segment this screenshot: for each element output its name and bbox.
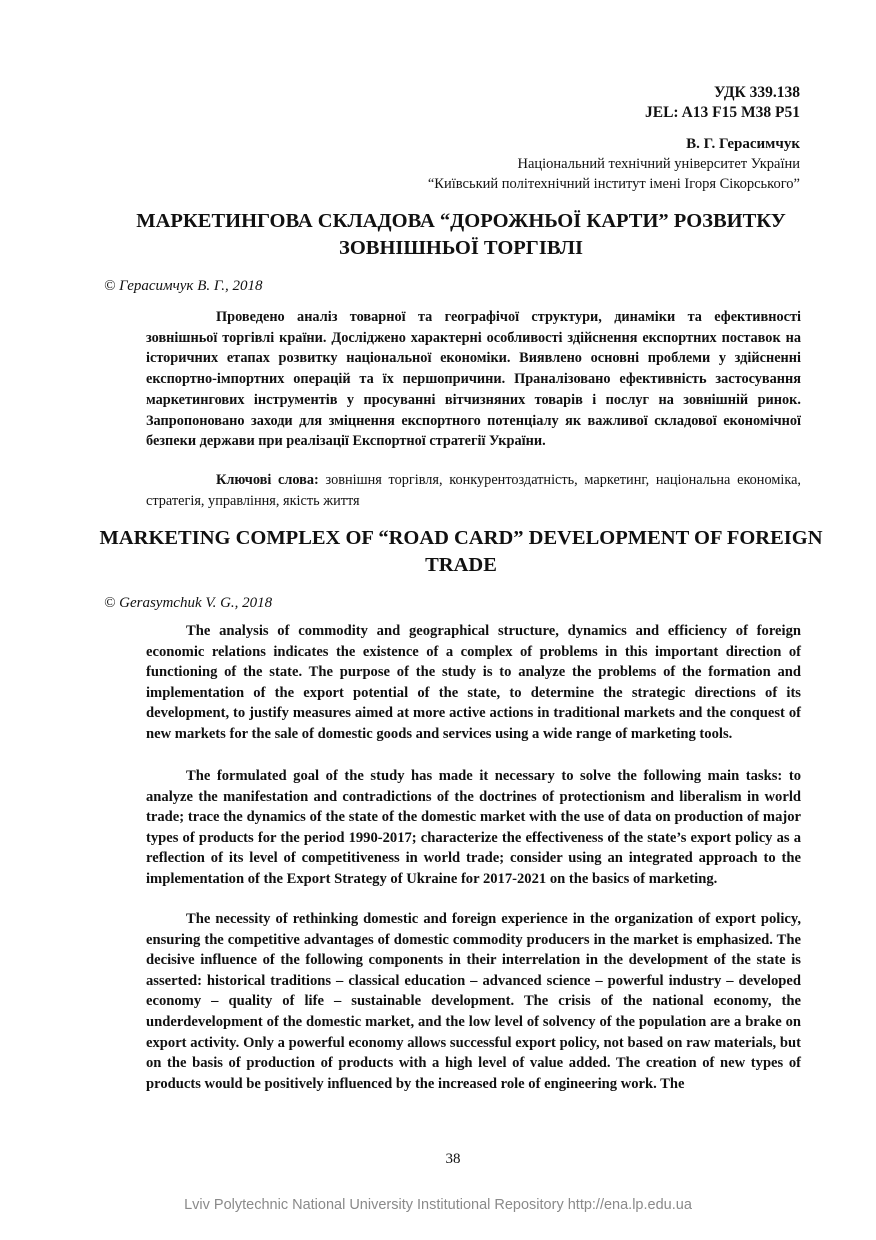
copyright-english: © Gerasymchuk V. G., 2018 xyxy=(104,595,273,611)
title-english: MARKETING COMPLEX OF “ROAD CARD” DEVELOPMENT OF FOREIGN TRADE xyxy=(99,527,823,576)
keywords-label: Ключові слова: xyxy=(216,472,319,488)
copyright-ukrainian: © Герасимчук В. Г., 2018 xyxy=(104,278,263,294)
jel-code: JEL: A13 F15 M38 P51 xyxy=(645,104,800,121)
keywords-text: зовнішня торгівля, конкурентоздатність, маркетинг, національна економіка, стратегія, управління, якість життя xyxy=(146,472,802,509)
udc-code: УДК 339.138 xyxy=(714,84,800,101)
author-name: В. Г. Герасимчук xyxy=(686,136,800,152)
abstract-ukrainian: Проведено аналіз товарної та географічої структури, динаміки та ефективності зовнішньої торгівлі країни. Досліджено характерні особливості здійснення експортних поставок на історичних етапах розвитку національної економіки. Виявлено основні проблеми у здійсненні експортно-імпортних операцій та їх першопричини. Пpaналізовано ефективність застосування маркетингових інструментів у просуванні вітчизняних товарів і послуг на зовнішній ринок. Запропоновано заходи для зміцнення експортного потенціалу як важливої складової економічної безпеки держави при реалізації Експортної стратегії України. xyxy=(146,309,801,450)
page-number: 38 xyxy=(445,1151,461,1167)
abstract-english-paragraph-1: The analysis of commodity and geographical structure, dynamics and efficiency of foreign economic relations indicates the existence of a complex of problems in this important direction of functioning of the state. The purpose of the study is to analyze the problems of the formation and implementation of the export potential of the state, to determine the strategic directions of its development, to justify measures aimed at more active actions in traditional markets and the conquest of new markets for the sale of domestic goods and services using a wide range of marketing tools. xyxy=(146,623,801,742)
abstract-english-paragraph-2: The formulated goal of the study has made it necessary to solve the following main tasks: to analyze the manifestation and contradictions of the doctrines of protectionism and liberalism in world trade; trace the dynamics of the state of the domestic market with the use of data on production of major types of products for the period 1990-2017; characterize the effectiveness of the state’s export policy as a reflection of its level of competitiveness in world trade; consider using an integrated approach to the implementation of the Export Strategy of Ukraine for 2017-2021 on the basics of marketing. xyxy=(146,768,801,887)
title-ukrainian: МАРКЕТИНГОВА СКЛАДОВА “ДОРОЖНЬОЇ КАРТИ” РОЗВИТКУ ЗОВНІШНЬОЇ ТОРГІВЛІ xyxy=(136,210,786,259)
affiliation-line-1: Національний технічний університет України xyxy=(517,156,800,172)
affiliation-line-2: “Київський політехнічний інститут імені Ігоря Сікорського” xyxy=(427,176,800,192)
repository-footer: Lviv Polytechnic National University Institutional Repository http://ena.lp.edu.ua xyxy=(184,1197,692,1213)
abstract-english-paragraph-3: The necessity of rethinking domestic and foreign experience in the organization of export policy, ensuring the competitive advantages of domestic commodity producers in the market is emphasized. The decisive influence of the following components in their interrelation in the development of the state is asserted: historical traditions – classical education – advanced science – powerful industry – developed economy – quality of life – sustainable development. The crisis of the national economy, the underdevelopment of the domestic market, and the low level of solvency of the population are a brake on export activity. Only a powerful economy allows successful export policy, not based on raw materials, but on the basis of production of products with a high level of value added. The creation of new types of products would be positively influenced by the increased role of engineering work. The xyxy=(146,911,801,1092)
keywords-ukrainian xyxy=(146,470,801,511)
